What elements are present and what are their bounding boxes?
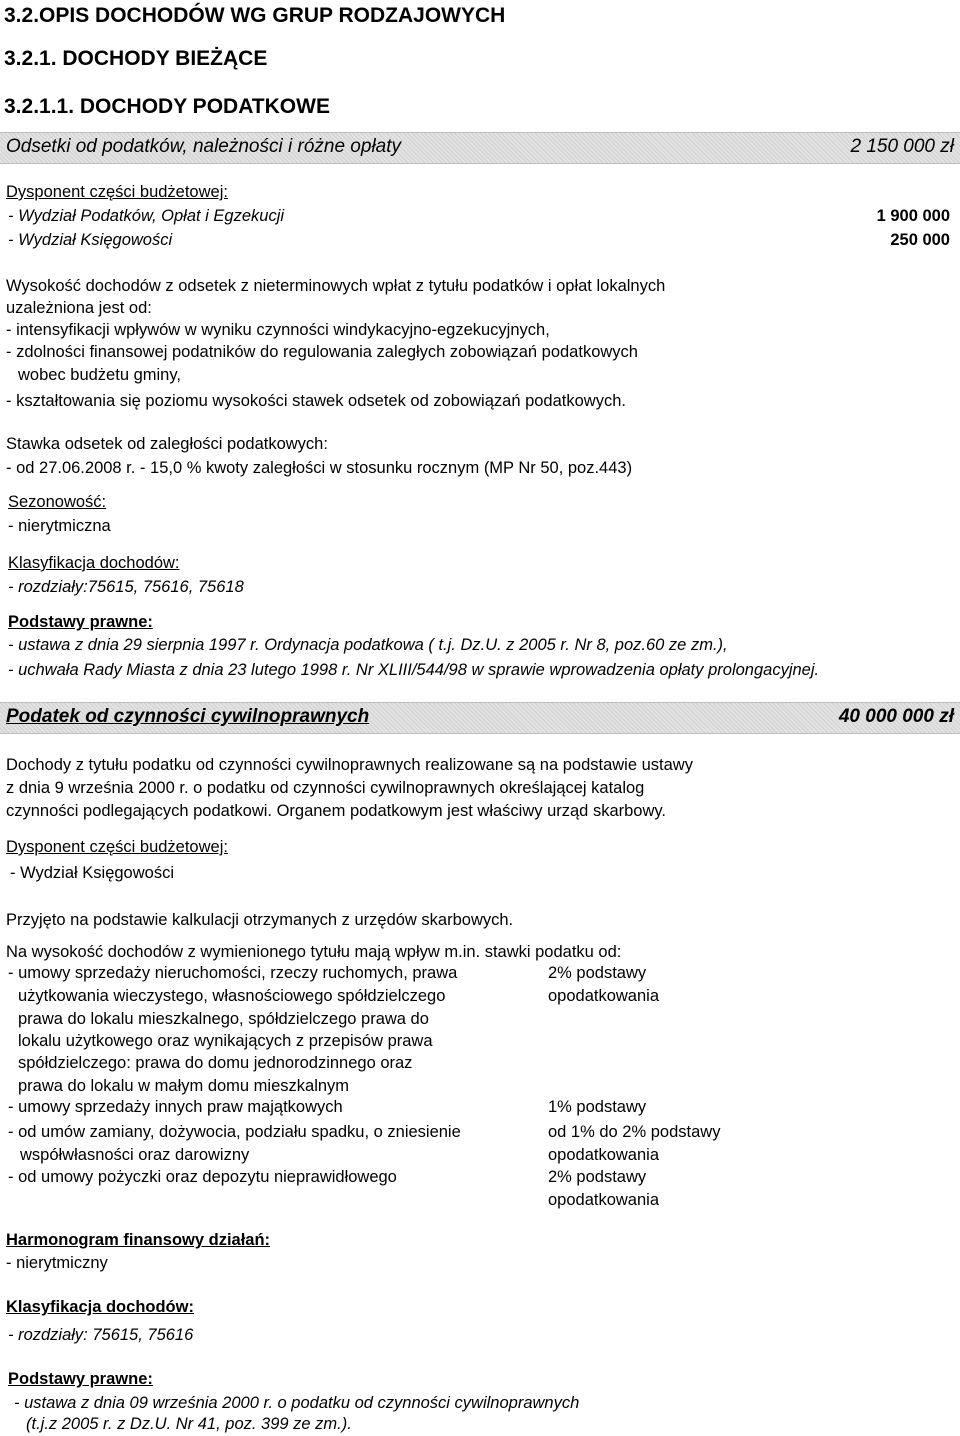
body-line: uzależniona jest od: [6,299,152,317]
harmonogram-value: - nierytmiczny [6,1254,108,1272]
dysponent-heading: Dysponent części budżetowej: [6,838,228,856]
intro-line: z dnia 9 września 2000 r. o podatku od czynności cywilnoprawnych określającej katalog [6,779,645,797]
section-title: Odsetki od podatków, należności i różne opłaty [6,136,402,157]
stawki-intro: Na wysokość dochodów z wymienionego tytułu mają wpływ m.in. stawki podatku od: [6,943,622,961]
rate-left-line: - umowy sprzedaży nieruchomości, rzeczy ruchomych, prawa [8,964,458,982]
rate-left-line: współwłasności oraz darowizny [20,1146,250,1164]
rate-left-line: prawa do lokalu w małym domu mieszkalnym [18,1077,350,1095]
body-line: - intensyfikacji wpływów w wyniku czynności windykacyjno-egzekucyjnych, [6,321,550,339]
klasyfikacja-value: - rozdziały:75615, 75616, 75618 [8,578,244,596]
section-amount: 2 150 000 zł [850,136,954,157]
dysponent-item-value: 250 000 [890,231,950,249]
podstawy-heading: Podstawy prawne: [8,613,153,631]
rate-left-line: - od umowy pożyczki oraz depozytu nieprawidłowego [8,1168,397,1186]
stawka-heading: Stawka odsetek od zaległości podatkowych: [6,435,328,453]
podstawy-line: - ustawa z dnia 29 sierpnia 1997 r. Ordynacja podatkowa ( t.j. Dz.U. z 2005 r. Nr 8, poz.60 ze zm.), [8,636,728,654]
dysponent-heading: Dysponent części budżetowej: [6,183,228,201]
heading-level-1: 3.2.OPIS DOCHODÓW WG GRUP RODZAJOWYCH [4,4,506,27]
body-line: wobec budżetu gminy, [18,366,181,384]
rate-left-line: użytkowania wieczystego, własnościowego spółdzielczego [18,987,446,1005]
klasyfikacja-heading: Klasyfikacja dochodów: [6,1298,194,1316]
rate-left-line: lokalu użytkowego oraz wynikających z przepisów prawa [18,1032,433,1050]
klasyfikacja-heading: Klasyfikacja dochodów: [8,554,180,572]
klasyfikacja-value: - rozdziały: 75615, 75616 [8,1326,194,1344]
dysponent-item-value: 1 900 000 [876,207,950,225]
rate-right-line: 1% podstawy [548,1098,647,1116]
heading-level-3: 3.2.1.1. DOCHODY PODATKOWE [4,95,330,118]
intro-line: Dochody z tytułu podatku od czynności cywilnoprawnych realizowane są na podstawie ustawy [6,756,693,774]
rate-right-line: od 1% do 2% podstawy [548,1123,721,1141]
podstawy-line: (t.j.z 2005 r. z Dz.U. Nr 41, poz. 399 ze zm.). [26,1415,352,1433]
rate-left-line: spółdzielczego: prawa do domu jednorodzinnego oraz [18,1054,413,1072]
rate-left-line: - od umów zamiany, dożywocia, podziału spadku, o zniesienie [8,1123,461,1141]
body-line: - kształtowania się poziomu wysokości stawek odsetek od zobowiązań podatkowych. [6,392,626,410]
body-line: Wysokość dochodów z odsetek z nieterminowych wpłat z tytułu podatków i opłat lokalnych [6,277,666,295]
rate-right-line: 2% podstawy [548,964,647,982]
rate-left-line: prawa do lokalu mieszkalnego, spółdzielczego prawa do [18,1010,429,1028]
rate-right-line: opodatkowania [548,987,660,1005]
harmonogram-heading: Harmonogram finansowy działań: [6,1231,271,1249]
section-amount: 40 000 000 zł [838,706,954,727]
rate-left-line: - umowy sprzedaży innych praw majątkowych [8,1098,343,1116]
sezonowosc-value: - nierytmiczna [8,517,111,535]
body-line: - zdolności finansowej podatników do regulowania zaległych zobowiązań podatkowych [6,343,638,361]
rate-right-line: opodatkowania [548,1191,660,1209]
podstawy-line: - uchwała Rady Miasta z dnia 23 lutego 1998 r. Nr XLIII/544/98 w sprawie wprowadzenia opłaty prolongacyjnej. [8,661,820,679]
section-title: Podatek od czynności cywilnoprawnych [6,706,370,727]
sezonowosc-heading: Sezonowość: [8,493,107,511]
przyjeto-line: Przyjęto na podstawie kalkulacji otrzymanych z urzędów skarbowych. [6,911,514,929]
stawka-line: - od 27.06.2008 r. - 15,0 % kwoty zaległości w stosunku rocznym (MP Nr 50, poz.443) [6,459,633,477]
podstawy-line: - ustawa z dnia 09 września 2000 r. o podatku od czynności cywilnoprawnych [14,1394,580,1412]
dysponent-item-label: - Wydział Księgowości [8,231,173,249]
dysponent-item-label: - Wydział Podatków, Opłat i Egzekucji [8,207,285,225]
intro-line: czynności podlegających podatkowi. Organem podatkowym jest właściwy urząd skarbowy. [6,802,666,820]
dysponent-value: - Wydział Księgowości [10,864,174,882]
rate-right-line: 2% podstawy [548,1168,647,1186]
heading-level-2: 3.2.1. DOCHODY BIEŻĄCE [4,47,268,70]
rate-right-line: opodatkowania [548,1146,660,1164]
podstawy-heading: Podstawy prawne: [8,1370,153,1388]
